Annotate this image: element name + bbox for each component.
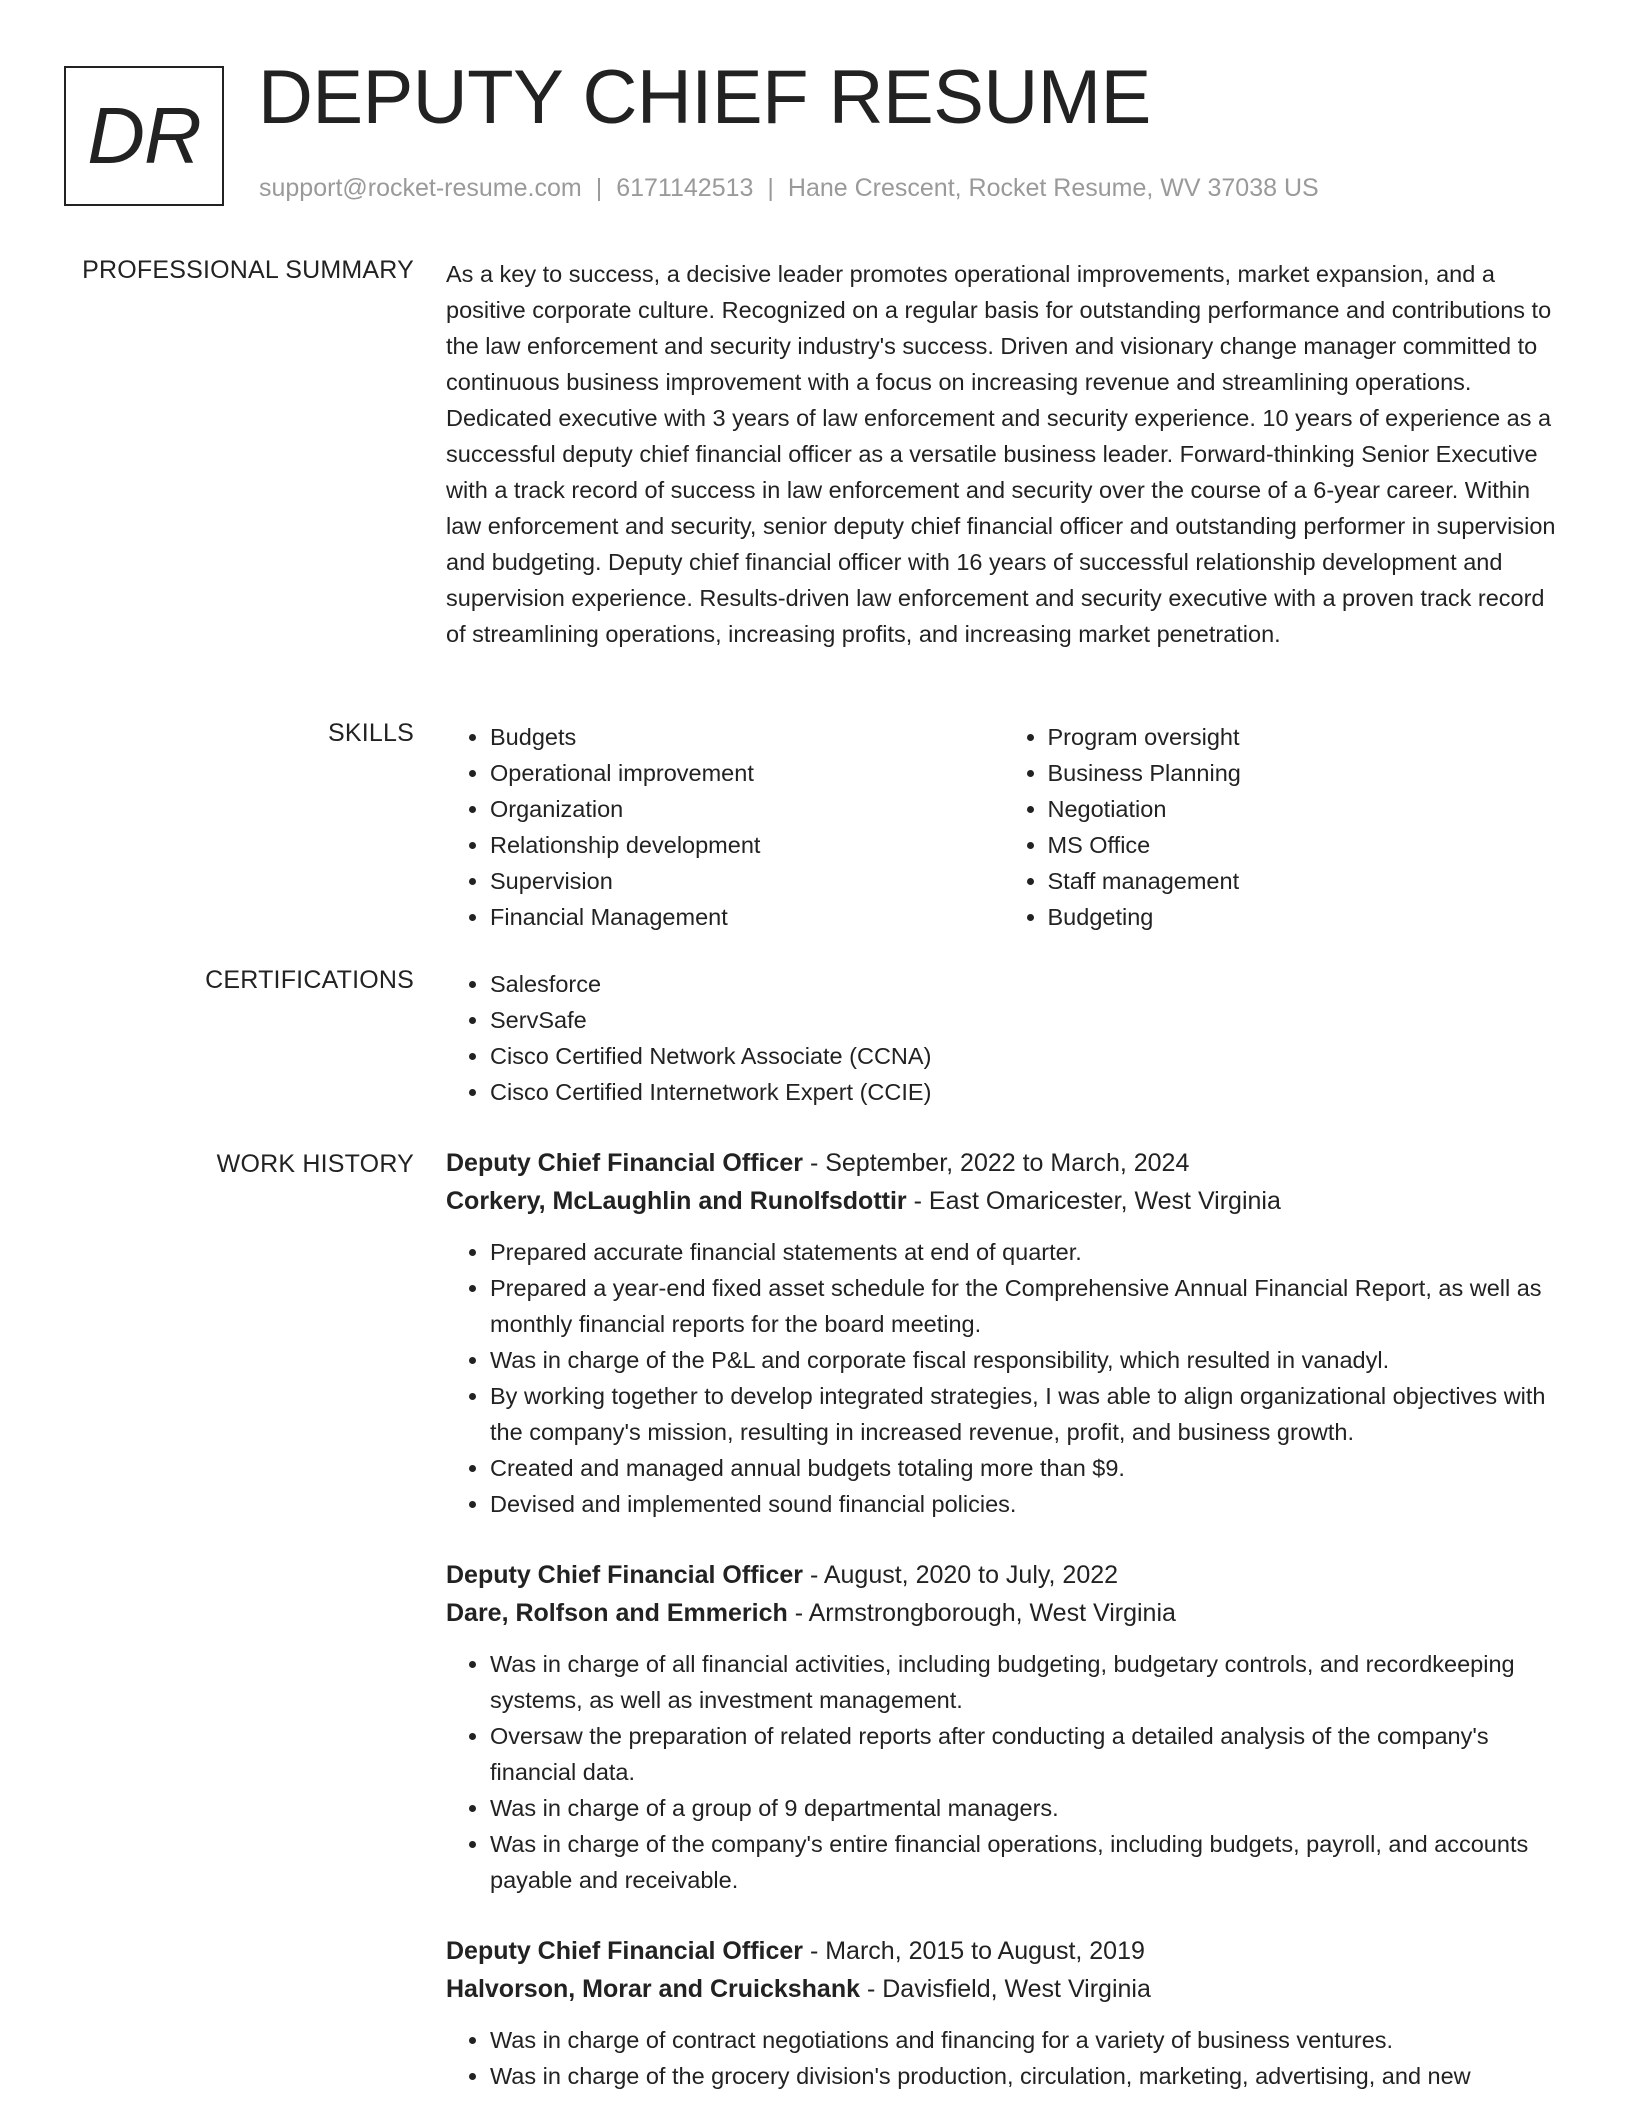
list-item: • Supervision	[490, 863, 1004, 899]
job-entry	[446, 1144, 1561, 1522]
job-location: - East Omaricester, West Virginia	[906, 1187, 1281, 1215]
summary-body	[446, 256, 1561, 652]
summary-heading: PROFESSIONAL SUMMARY	[82, 256, 414, 284]
skills-list-right	[1004, 719, 1562, 935]
job-company: Dare, Rolfson and Emmerich	[446, 1599, 788, 1627]
job-title: Deputy Chief Financial Officer	[446, 1149, 804, 1177]
list-item: • Business Planning	[1048, 755, 1562, 791]
job-title-line	[446, 1556, 1561, 1594]
list-item: • Salesforce	[490, 966, 1561, 1002]
contact-separator: |	[767, 174, 774, 202]
list-item: • Devised and implemented sound financial policies.	[490, 1486, 1561, 1522]
job-location: - Armstrongborough, West Virginia	[787, 1599, 1176, 1627]
work-history-heading: WORK HISTORY	[216, 1150, 414, 1178]
job-company-line	[446, 1970, 1561, 2008]
job-duties-list	[446, 1234, 1561, 1522]
list-item: • Prepared accurate financial statements at end of quarter.	[490, 1234, 1561, 1270]
list-item: • Created and managed annual budgets totaling more than $9.	[490, 1450, 1561, 1486]
list-item: • Relationship development	[490, 827, 1004, 863]
summary-text: As a key to success, a decisive leader promotes operational improvements, market expansion, and a positive corporate culture. Recognized on a regular basis for outstanding performance and contributions to the law enforcement and security industry's success. Driven and visionary change manager committed to continuous business improvement with a focus on increasing revenue and streamlining operations. Dedicated executive with 3 years of law enforcement and security experience. 10 years of experience as a successful deputy chief financial officer as a versatile business leader. Forward-thinking Senior Executive with a track record of success in law enforcement and security over the course of a 6-year career. Within law enforcement and security, senior deputy chief financial officer and outstanding performer in supervision and budgeting. Deputy chief financial officer with 16 years of successful relationship development and supervision experience. Results-driven law enforcement and security executive with a proven track record of streamlining operations, increasing profits, and increasing market penetration.	[446, 261, 1556, 647]
list-item: • MS Office	[1048, 827, 1562, 863]
job-title: Deputy Chief Financial Officer	[446, 1561, 804, 1589]
list-item: • Budgeting	[1048, 899, 1562, 935]
contact-separator: |	[595, 174, 603, 202]
list-item: • Was in charge of the company's entire financial operations, including budgets, payroll, and accounts payable and receivable.	[490, 1826, 1561, 1898]
list-item: • Was in charge of the P&L and corporate fiscal responsibility, which resulted in vanadyl.	[490, 1342, 1561, 1378]
job-duties-list	[446, 1646, 1561, 1898]
list-item: • Organization	[490, 791, 1004, 827]
list-item: • Was in charge of a group of 9 departmental managers.	[490, 1790, 1561, 1826]
contact-line	[259, 174, 1319, 203]
list-item: • ServSafe	[490, 1002, 1561, 1038]
skills-list-left	[446, 719, 1004, 935]
job-entry	[446, 1556, 1561, 1898]
list-item: • Prepared a year-end fixed asset schedule for the Comprehensive Annual Financial Report, as well as monthly financial reports for the board meeting.	[490, 1270, 1561, 1342]
list-item: • Oversaw the preparation of related reports after conducting a detailed analysis of the company's financial data.	[490, 1718, 1561, 1790]
list-item: • Financial Management	[490, 899, 1004, 935]
list-item: • Was in charge of all financial activities, including budgeting, budgetary controls, and recordkeeping systems, as well as investment management.	[490, 1646, 1561, 1718]
monogram-badge	[64, 66, 224, 206]
work-history-body	[446, 1144, 1561, 2128]
job-company: Corkery, McLaughlin and Runolfsdottir	[446, 1187, 907, 1215]
job-duties-list	[446, 2022, 1561, 2094]
job-dates: - September, 2022 to March, 2024	[803, 1149, 1190, 1177]
list-item: • Cisco Certified Internetwork Expert (CCIE)	[490, 1074, 1561, 1110]
job-title-line	[446, 1144, 1561, 1182]
list-item: • By working together to develop integrated strategies, I was able to align organizational objectives with the company's mission, resulting in increased revenue, profit, and business growth.	[490, 1378, 1561, 1450]
list-item: • Negotiation	[1048, 791, 1562, 827]
list-item: • Budgets	[490, 719, 1004, 755]
job-company-line	[446, 1594, 1561, 1632]
monogram-initials: DR	[87, 91, 201, 180]
contact-phone[interactable]: 6171142513	[616, 174, 754, 202]
list-item: • Was in charge of contract negotiations and financing for a variety of business ventures.	[490, 2022, 1561, 2058]
job-dates: - March, 2015 to August, 2019	[803, 1937, 1145, 1965]
job-company-line	[446, 1182, 1561, 1220]
list-item: • Operational improvement	[490, 755, 1004, 791]
list-item: • Cisco Certified Network Associate (CCNA)	[490, 1038, 1561, 1074]
job-entry	[446, 1932, 1561, 2094]
certifications-list	[446, 966, 1561, 1110]
skills-heading: SKILLS	[328, 719, 414, 747]
job-title-line	[446, 1932, 1561, 1970]
certifications-heading: CERTIFICATIONS	[205, 966, 414, 994]
list-item: • Was in charge of the grocery division's production, circulation, marketing, advertising, and new	[490, 2058, 1561, 2094]
job-company: Halvorson, Morar and Cruickshank	[446, 1975, 861, 2003]
job-location: - Davisfield, West Virginia	[860, 1975, 1151, 2003]
certifications-body	[446, 966, 1561, 1110]
contact-email[interactable]: support@rocket-resume.com	[259, 174, 582, 202]
job-title: Deputy Chief Financial Officer	[446, 1937, 804, 1965]
contact-address: Hane Crescent, Rocket Resume, WV 37038 US	[787, 174, 1319, 202]
list-item: • Program oversight	[1048, 719, 1562, 755]
skills-columns	[446, 719, 1561, 935]
list-item: • Staff management	[1048, 863, 1562, 899]
resume-title: DEPUTY CHIEF RESUME	[258, 55, 1151, 140]
job-dates: - August, 2020 to July, 2022	[803, 1561, 1119, 1589]
